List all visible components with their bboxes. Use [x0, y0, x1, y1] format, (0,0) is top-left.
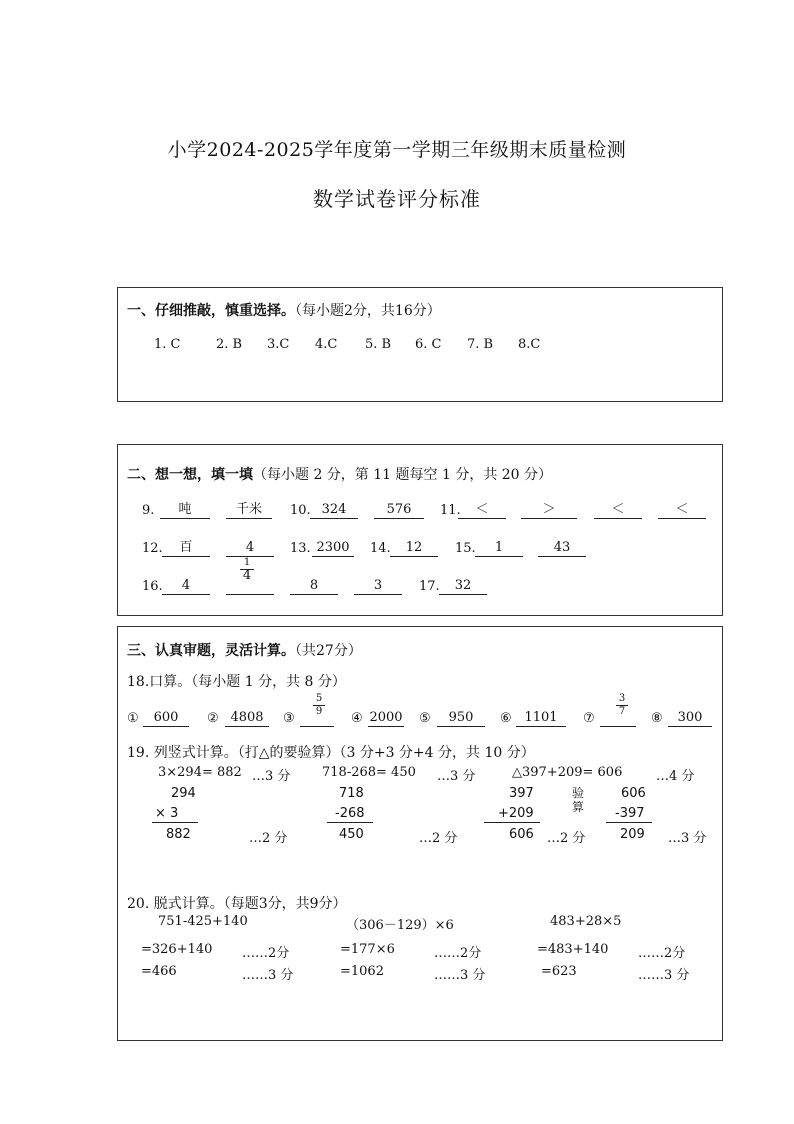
q14-label: 14. [370, 541, 391, 556]
q16-answer-1: 4 [162, 578, 210, 595]
q16-answer-3: 8 [290, 578, 338, 595]
q17-label: 17. [419, 579, 440, 594]
q9-answer-1: 吨 [160, 502, 210, 519]
q18-answer-2: 4808 [225, 710, 269, 727]
q18-mark-3: ③ [283, 711, 295, 726]
q18-mark-6: ⑥ [500, 711, 512, 726]
s1-answer-5: 5. B [365, 337, 392, 352]
q18-fraction-2-underline [600, 726, 636, 727]
q19-v3-line [484, 822, 540, 823]
q10-answer-1: 324 [310, 502, 358, 519]
q18-answer-4: 2000 [369, 710, 403, 725]
q18-fraction-1: 5 9 [313, 694, 325, 717]
q18-mark-5: ⑤ [419, 711, 431, 726]
q20-c3-step1-score: ……2分 [638, 946, 686, 961]
q20-c3-expr: 483+28×5 [550, 914, 622, 929]
q9-label: 9. [142, 503, 155, 518]
q20-c2-step2-score: ……3 分 [434, 968, 486, 983]
q9-answer-2: 千米 [226, 502, 272, 519]
q19-v4-result: 209 [620, 827, 645, 842]
s1-answer-2: 2. B [216, 337, 243, 352]
q10-label: 10. [290, 503, 311, 518]
q19-eq-2-score: …3 分 [437, 769, 476, 784]
q18-fraction-1-underline [300, 726, 334, 727]
q11-answer-3: ＜ [594, 502, 642, 519]
s1-answer-4: 4.C [315, 337, 338, 352]
q15-answer-1: 1 [475, 540, 523, 557]
q19-v1-top: 294 [171, 786, 196, 801]
q20-c2-step1: =177×6 [340, 942, 395, 957]
q13-label: 13. [290, 541, 311, 556]
q18-fraction-2: 3 7 [616, 694, 628, 717]
q18-answer-5: 950 [437, 710, 485, 727]
s1-answer-6: 6. C [415, 337, 442, 352]
q20-c1-step2-score: ……3 分 [242, 968, 294, 983]
q16-label: 16. [142, 579, 163, 594]
q14-answer: 12 [390, 540, 438, 557]
q19-v1-result: 882 [166, 827, 191, 842]
q11-answer-1: ＜ [458, 502, 506, 519]
q18-mark-7: ⑦ [583, 711, 595, 726]
q18-title: 18.口算。（每小题 1 分，共 8 分） [127, 674, 346, 690]
q19-v4-top: 606 [621, 786, 646, 801]
section-1-header: 一、仔细推敲，慎重选择。（每小题2分，共16分） [127, 303, 441, 319]
s1-answer-3: 3.C [267, 337, 290, 352]
q18-mark-8: ⑧ [651, 711, 663, 726]
q11-label: 11. [440, 503, 461, 518]
q18-answer-8: 300 [668, 710, 712, 727]
q11-answer-4: ＜ [658, 502, 706, 519]
q20-title: 20. 脱式计算。（每题3分，共9分） [127, 896, 347, 912]
s1-answer-7: 7. B [467, 337, 494, 352]
q18-mark-1: ① [127, 711, 139, 726]
q19-v3-mid: +209 [498, 806, 534, 821]
q11-answer-2: ＞ [521, 502, 577, 519]
section-2-header: 二、想一想，填一填（每小题 2 分，第 11 题每空 1 分，共 20 分） [127, 467, 553, 483]
q19-eq-1: 3×294= 882 [158, 765, 242, 780]
q20-c3-step2: =623 [541, 964, 577, 979]
q19-v3-top: 397 [509, 786, 534, 801]
q15-label: 15. [455, 541, 476, 556]
q18-answer-6: 1101 [516, 710, 566, 727]
q15-answer-2: 43 [538, 540, 586, 557]
q19-v1-line [152, 822, 198, 823]
q19-v3-score: …2 分 [547, 831, 586, 846]
q18-mark-2: ② [207, 711, 219, 726]
q19-title: 19. 列竖式计算。（打△的要验算）（3 分+3 分+4 分，共 10 分） [127, 745, 535, 761]
section-3-header: 三、认真审题，灵活计算。（共27分） [127, 643, 362, 659]
q19-eq-3-score: …4 分 [656, 769, 695, 784]
q19-v4-mid: -397 [615, 806, 645, 821]
q18-answer-1: 600 [143, 710, 189, 727]
q20-c1-step1-score: ……2分 [242, 946, 290, 961]
q19-check-label: 验算 [572, 786, 585, 814]
q12-label: 12. [142, 541, 163, 556]
q16-fraction-underline [226, 594, 274, 595]
q20-c2-step2: =1062 [340, 964, 384, 979]
q19-v4-score: …3 分 [668, 831, 707, 846]
q19-v3-result: 606 [509, 827, 534, 842]
q19-v4-line [606, 822, 652, 823]
q20-c1-step1: =326+140 [141, 942, 213, 957]
q13-answer: 2300 [312, 540, 354, 557]
q19-v1-score: …2 分 [249, 831, 288, 846]
q20-c3-step2-score: ……3 分 [638, 968, 690, 983]
q19-eq-1-score: …3 分 [252, 769, 291, 784]
s1-answer-1: 1. C [154, 337, 181, 352]
q19-v1-mid: × 3 [155, 806, 179, 821]
q19-eq-3: △397+209= 606 [512, 765, 623, 780]
s1-answer-8: 8.C [518, 337, 541, 352]
title-line-1: 小学2024-2025学年度第一学期三年级期末质量检测 [167, 139, 627, 161]
q19-v2-score: …2 分 [419, 831, 458, 846]
q17-answer: 32 [439, 578, 487, 595]
q20-c2-step1-score: ……2分 [434, 946, 482, 961]
q19-v2-line [327, 822, 373, 823]
title-line-2: 数学试卷评分标准 [313, 187, 481, 211]
q18-mark-4: ④ [351, 711, 363, 726]
q20-c3-step1: =483+140 [537, 942, 609, 957]
q16-answer-4: 3 [354, 578, 402, 595]
q20-c1-step2: =466 [141, 964, 177, 979]
q20-c2-expr: （306－129）×6 [346, 918, 454, 933]
q19-v2-result: 450 [339, 827, 364, 842]
q10-answer-2: 576 [374, 502, 424, 519]
q19-v2-top: 718 [339, 786, 364, 801]
q12-answer-1: 百 [162, 540, 210, 557]
q19-eq-2: 718-268= 450 [322, 765, 416, 780]
q20-c1-expr: 751-425+140 [158, 914, 248, 929]
q12-answer-2: 4 [226, 540, 274, 557]
q19-v2-mid: -268 [335, 806, 365, 821]
q16-fraction: 1 4 [240, 558, 254, 582]
